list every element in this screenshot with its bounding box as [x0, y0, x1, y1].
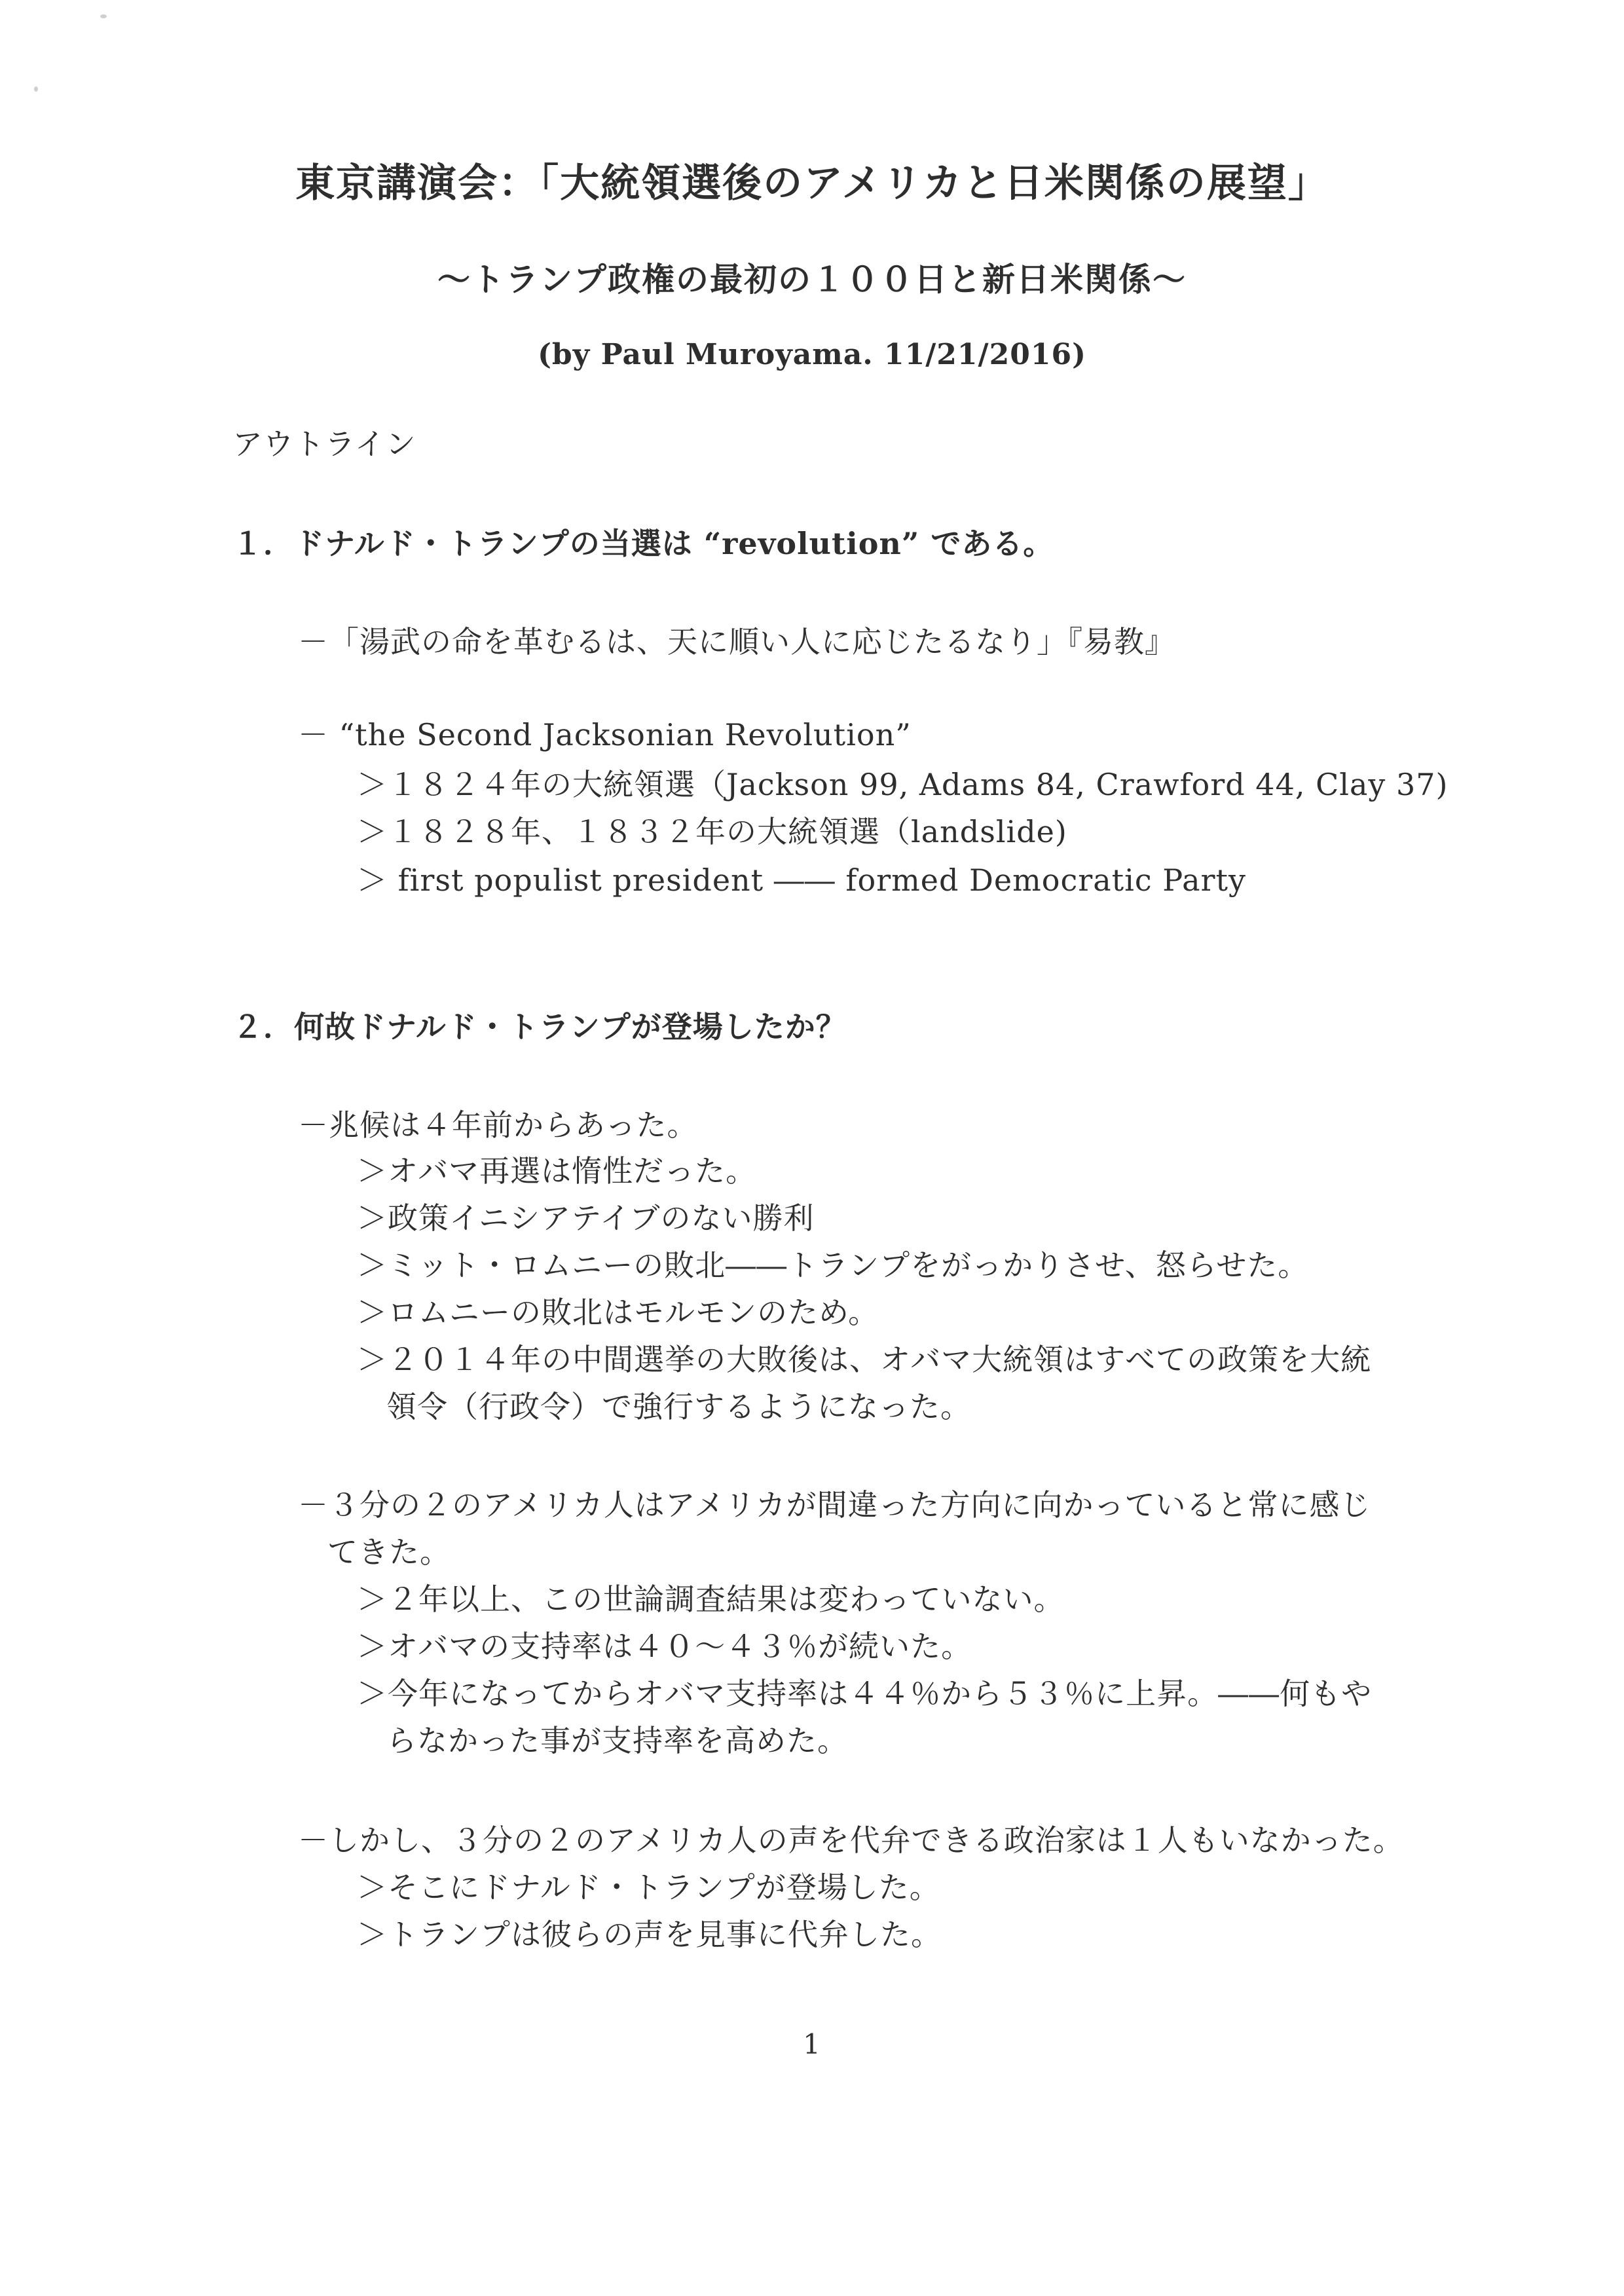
section-2-item-2-cont: てきた。 — [327, 1534, 451, 1570]
section-2-item-1-sub-5-cont: 領令（行政令）で強行するようになった。 — [386, 1389, 971, 1424]
section-1-item-2-sub-2: ＞１８２８年、１８３２年の大統領選（landslide) — [357, 814, 1067, 849]
section-2-item-3-sub-1: ＞そこにドナルド・トランプが登場した。 — [357, 1870, 940, 1905]
document-title: 東京講演会：「大統領選後のアメリカと日米関係の展望」 — [295, 160, 1329, 206]
section-2-item-2-sub-3-cont: らなかった事が支持率を高めた。 — [386, 1723, 848, 1758]
document-subtitle: 〜トランプ政権の最初の１００日と新日米関係〜 — [437, 260, 1187, 299]
page-number: 1 — [803, 2028, 821, 2060]
section-2-heading: ２．何故ドナルド・トランプが登場したか？ — [232, 1009, 847, 1045]
section-2-item-1-sub-2: ＞政策イニシアテイブのない勝利 — [357, 1200, 815, 1236]
section-2-item-1-sub-5: ＞２０１４年の中間選挙の大敗後は、オバマ大統領はすべての政策を大統 — [357, 1342, 1372, 1377]
section-2-item-2-sub-2: ＞オバマの支持率は４０〜４３％が続いた。 — [357, 1629, 972, 1664]
section-2-item-1: －兆候は４年前からあった。 — [298, 1107, 698, 1143]
section-2-item-2-sub-3: ＞今年になってからオバマ支持率は４４％から５３％に上昇。――何もや — [357, 1676, 1373, 1711]
scan-speck — [34, 86, 38, 92]
section-2-item-3-sub-2: ＞トランプは彼らの声を見事に代弁した。 — [357, 1917, 942, 1952]
outline-label: アウトライン — [232, 426, 416, 462]
section-1-item-1: －「湯武の命を革むるは、天に順い人に応じたるなり」『易教』 — [298, 624, 1175, 659]
section-2-item-1-sub-1: ＞オバマ再選は惰性だった。 — [357, 1153, 757, 1189]
section-2-item-1-sub-3: ＞ミット・ロムニーの敗北――トランプをがっかりさせ、怒らせた。 — [357, 1248, 1309, 1283]
section-1-item-2: － “the Second Jacksonian Revolution” — [298, 717, 912, 752]
section-2-item-3: －しかし、３分の２のアメリカ人の声を代弁できる政治家は１人もいなかった。 — [298, 1823, 1404, 1858]
section-1-item-2-sub-1: ＞１８２４年の大統領選（Jackson 99, Adams 84, Crawford 44, Clay 37) — [357, 767, 1449, 802]
section-2-item-1-sub-4: ＞ロムニーの敗北はモルモンのため。 — [357, 1295, 879, 1330]
section-1-item-2-sub-3: ＞ first populist president ―― formed Democratic Party — [357, 862, 1246, 898]
document-byline: (by Paul Muroyama. 11/21/2016) — [538, 338, 1086, 371]
section-2-item-2: －３分の２のアメリカ人はアメリカが間違った方向に向かっていると常に感じ — [298, 1487, 1371, 1523]
section-2-item-2-sub-1: ＞２年以上、この世論調査結果は変わっていない。 — [357, 1582, 1065, 1617]
section-1-heading: １．ドナルド・トランプの当選は “revolution” である。 — [232, 526, 1054, 561]
scan-speck — [100, 14, 107, 18]
